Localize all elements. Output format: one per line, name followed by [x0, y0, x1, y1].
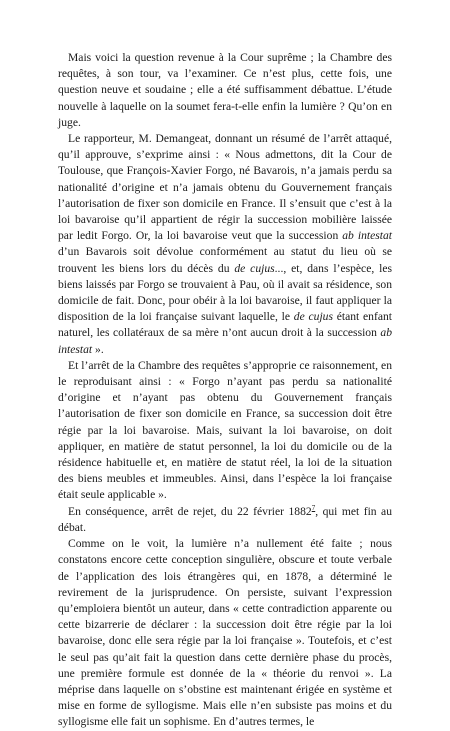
text-run: Mais voici la question revenue à la Cour suprême ; la Chambre des requêtes, à son tour, va l’examiner. Ce n’est plus, cette fois, une question neuve et soudaine ; elle a été suffisamment débattue. L’étude nouvelle à laquelle on la soumet fera-t-elle enfin la lumière ? Qu’on en juge. — [58, 51, 392, 129]
text-run: étant enfant naturel, les collatéraux de sa mère n’ont aucun droit à la succession — [58, 310, 392, 340]
footnote-reference-link[interactable]: 7 — [311, 503, 316, 512]
text-run: d’un Bavarois soit dévolue conformément au statut du lieu où se trouvent les biens lors du décès du — [58, 245, 392, 275]
italic-text: de cujus — [293, 310, 333, 324]
paragraph — [58, 504, 392, 536]
text-run: ». — [92, 342, 104, 356]
text-run: Le rapporteur, M. Demangeat, donnant un résumé de l’arrêt attaqué, qu’il approuve, s’exprime ainsi : « Nous admettons, dit la Cour de Toulouse, que François-Xavier Forgo, né Bavarois, n’a jamais perdu sa nationalité d’origine et n’a jamais obtenu du Gouvernement français l’autorisation de fixer son domicile en France. Il s’ensuit que c’est à la loi bavaroise qu’il appartient de régir la succession mobilière laissée par ledit Forgo. Or, la loi bavaroise veut que la succession — [58, 132, 392, 243]
paragraph — [58, 536, 392, 730]
paragraph — [58, 131, 392, 358]
paragraph — [58, 358, 392, 504]
document-page — [58, 50, 392, 731]
paragraph — [58, 50, 392, 131]
italic-text: ab intestat — [58, 326, 392, 356]
text-run: Et l’arrêt de la Chambre des requêtes s’approprie ce raisonnement, en le reproduisant ainsi : « Forgo n’ayant pas perdu sa nationalité d’origine et n’ayant pas obtenu du Gouvernement français l’autorisation de fixer son domicile en France, sa succession doit être régie par la loi bavaroise. Mais, suivant la loi bavaroise, on doit appliquer, en matière de statut personnel, la loi du domicile ou de la résidence habituelle et, en matière de statut réel, la loi de la situation des biens meubles et immeubles. Ainsi, dans l’espèce la loi française était seule applicable ». — [58, 358, 392, 502]
text-run: ..., et, dans l’espèce, les biens laissés par Forgo se trouvaient à Pau, où il avait sa résidence, son domicile de fait. Donc, pour obéir à la loi bavaroise, il faut appliquer la disposition de la loi française suivant laquelle, le — [58, 261, 392, 324]
italic-text: ab intestat — [342, 229, 392, 243]
text-run: En conséquence, arrêt de rejet, du 22 février 1882 — [68, 504, 312, 518]
italic-text: de cujus — [234, 261, 275, 275]
text-run: , qui met fin au débat. — [58, 504, 392, 534]
text-run: Comme on le voit, la lumière n’a nullement été faite ; nous constatons encore cette conception singulière, obscure et toute verbale de l’application des lois étrangères qui, en 1878, a déterminé le revirement de la jurisprudence. On persiste, suivant l’expression qu’emploiera bientôt un auteur, dans « cette contradiction apparente ou cette bizarrerie de déclarer : la succession doit être régie par la loi bavaroise, donc elle sera régie par la loi française ». Toutefois, et c’est le seul pas qu’ait fait la question dans cette dernière phase du procès, une première formule est donnée de la « théorie du renvoi ». La méprise dans laquelle on s’obstine est maintenant érigée en système et mise en forme de syllogisme. Mais elle n’en subsiste pas moins et du syllogisme elle fait un sophisme. En d’autres termes, le — [58, 537, 392, 729]
